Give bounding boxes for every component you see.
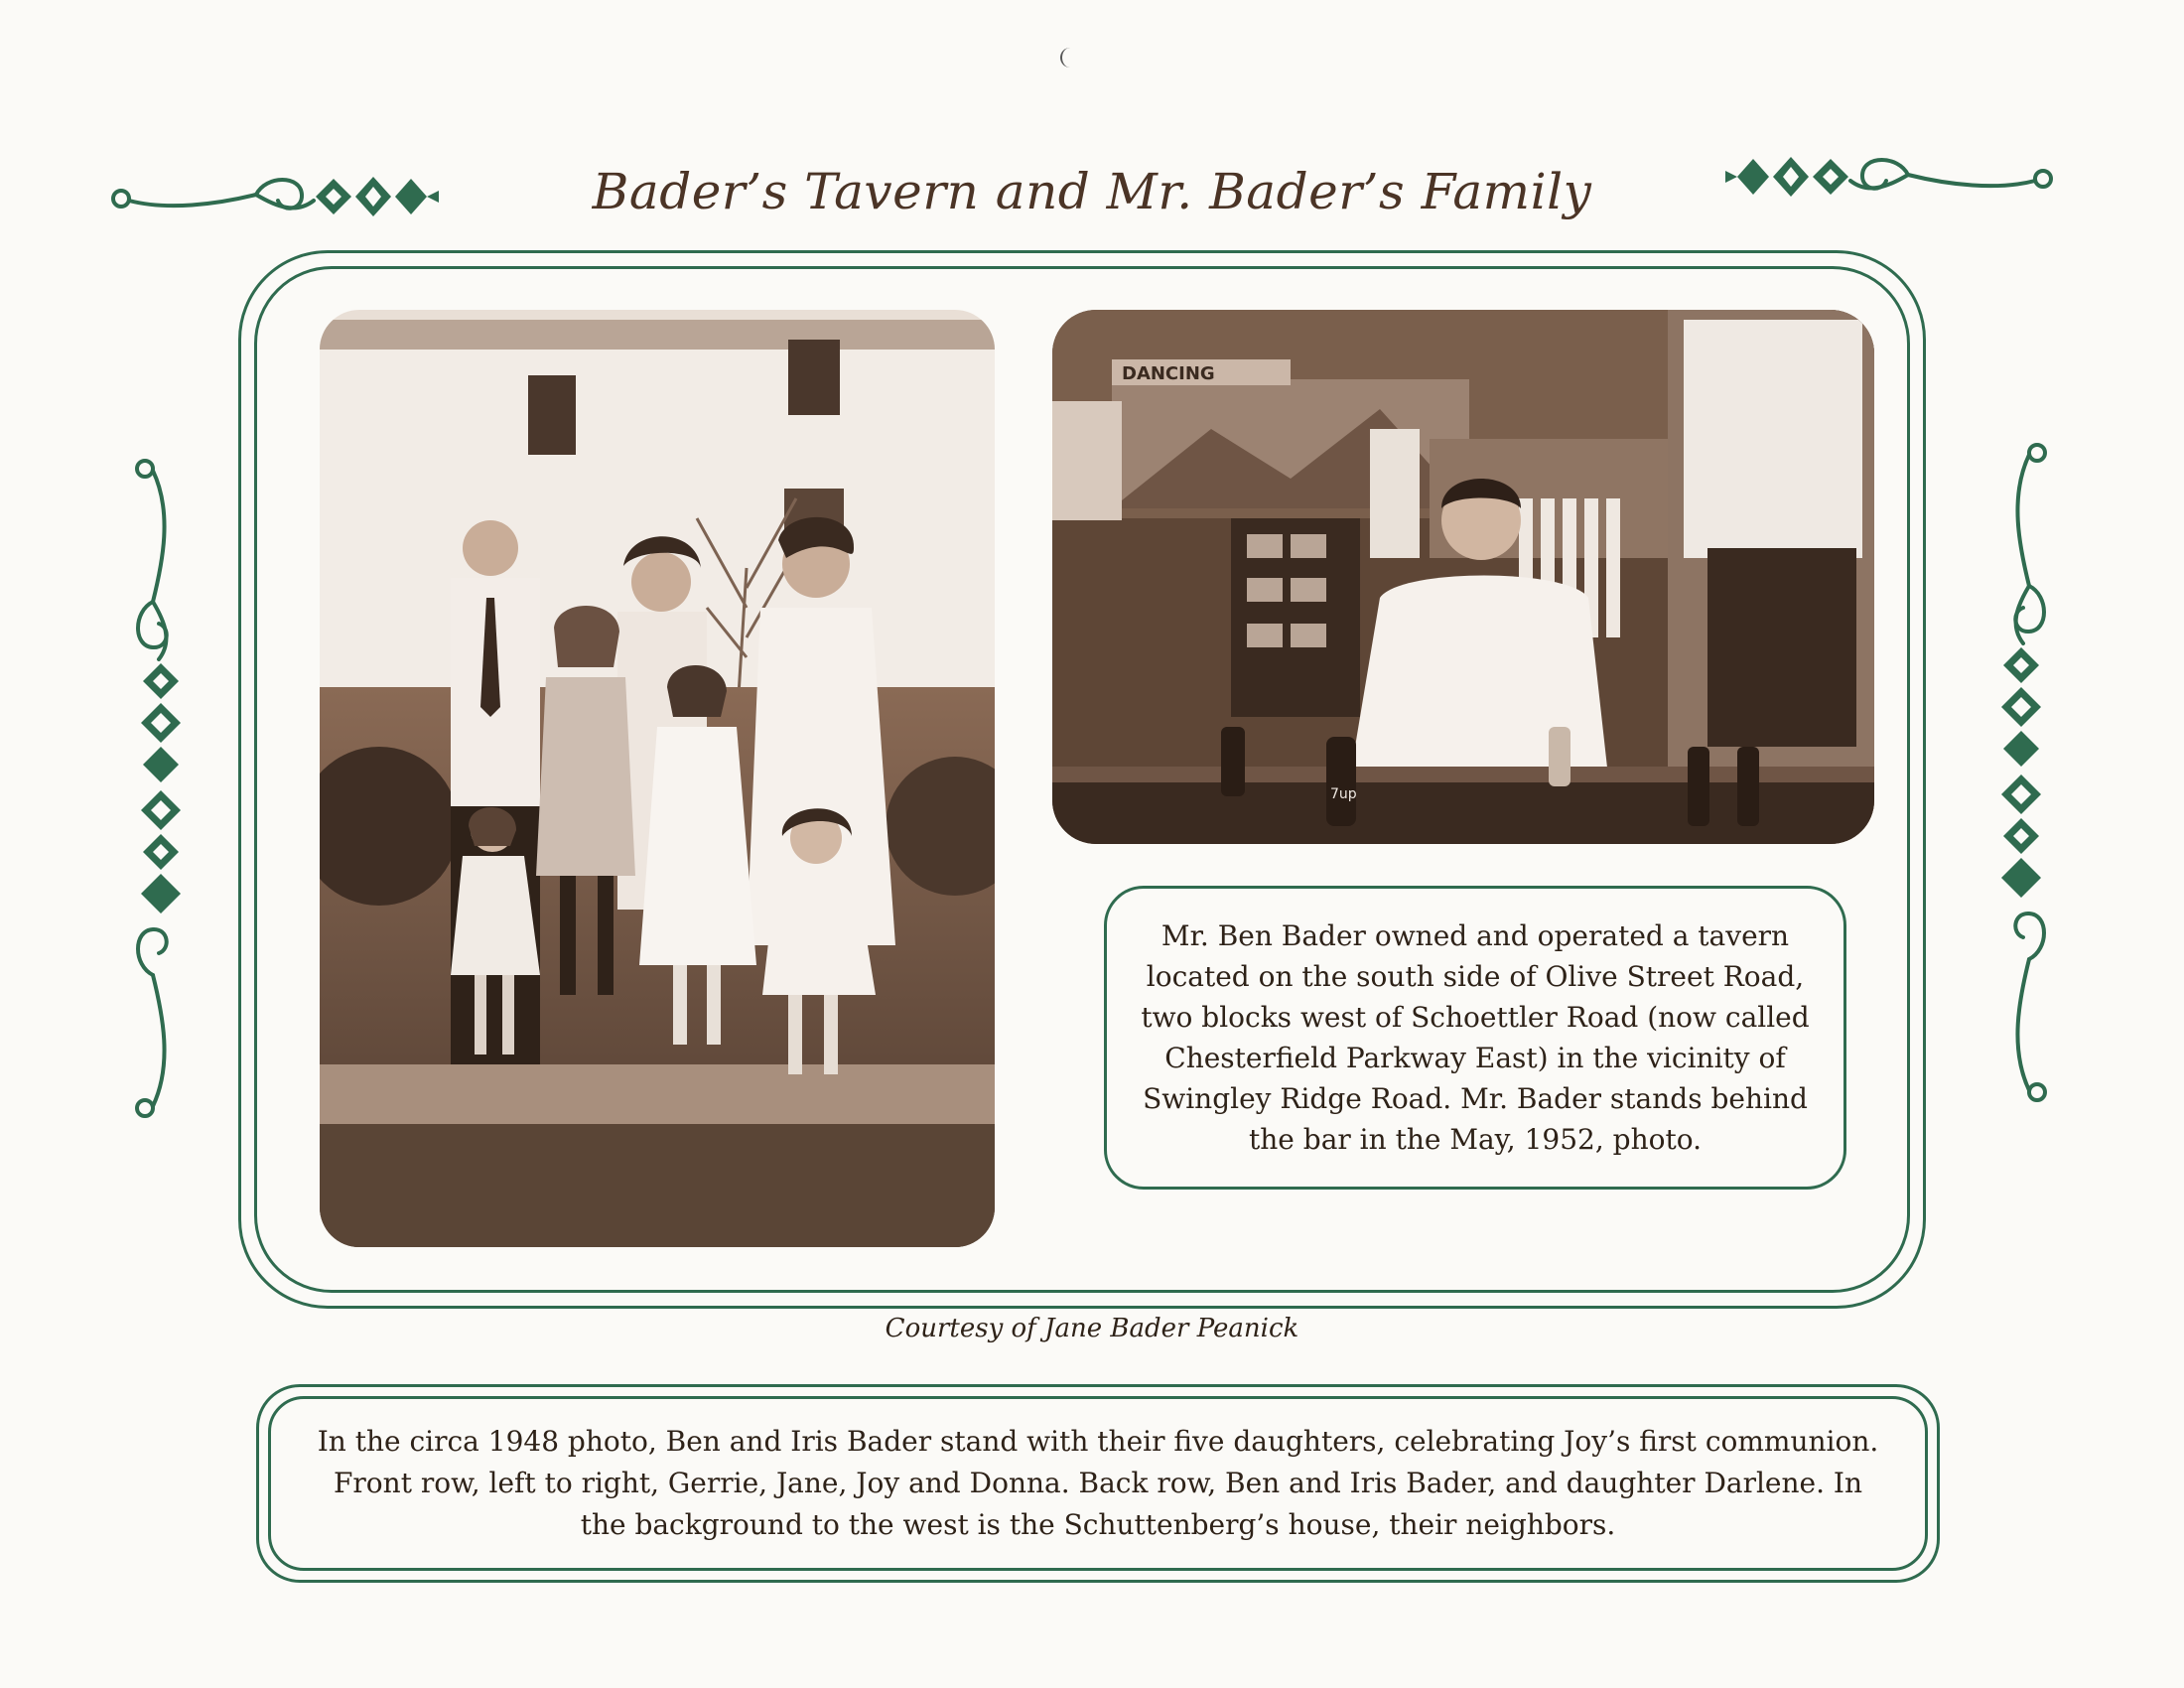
tavern-caption-box — [1104, 886, 1846, 1190]
tavern-caption-text: Mr. Ben Bader owned and operated a tavern located on the south side of Olive Street Road, two blocks west of Schoettler Road (now called Chesterfield Parkway East) in the vicinity of Swingley Ridge Road. Mr. Bader stands behind the bar in the May, 1952, photo. — [1141, 919, 1810, 1156]
family-caption-box — [268, 1396, 1928, 1571]
page-title: Bader’s Tavern and Mr. Bader’s Family — [592, 163, 1592, 220]
tavern-photo — [1052, 310, 1874, 844]
bottle-label-text: 7up — [1330, 786, 1357, 802]
left-vertical-scroll-ornament-icon — [123, 453, 199, 1124]
dancing-sign-text: DANCING — [1122, 363, 1215, 384]
photo-credit: Courtesy of Jane Bader Peanick — [885, 1314, 1299, 1343]
right-vertical-scroll-ornament-icon — [1983, 437, 2059, 1108]
family-caption-text: In the circa 1948 photo, Ben and Iris Bader stand with their five daughters, celebrating Joy’s first communion. Front row, left to right, Gerrie, Jane, Joy and Donna. Back row, Ben and Iris Bader, and daughter Darlene. In the background to the west is the Schuttenberg’s house, their neighbors. — [317, 1425, 1879, 1541]
family-photo — [320, 310, 995, 1247]
right-scroll-ornament-icon — [1723, 145, 2057, 207]
stray-mark — [1060, 48, 1072, 68]
left-scroll-ornament-icon — [107, 165, 441, 226]
